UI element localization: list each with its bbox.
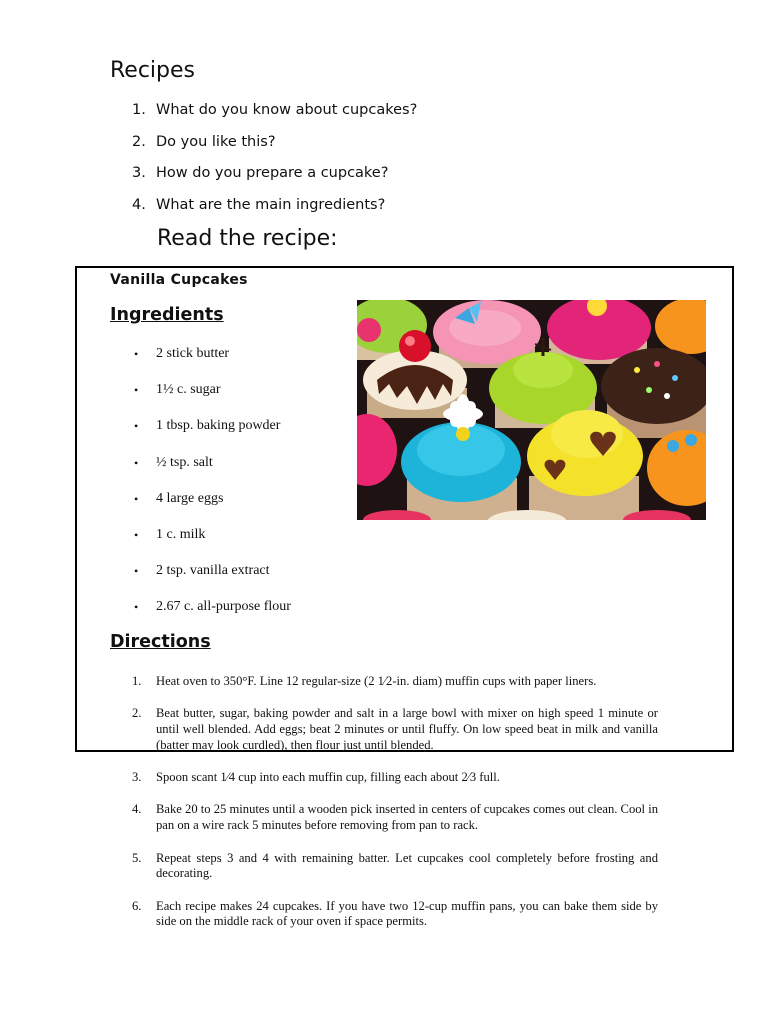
- list-number: 1.: [132, 102, 146, 118]
- list-item: [134, 525, 291, 561]
- list-number: 4.: [132, 802, 142, 817]
- list-item: [110, 802, 658, 834]
- bullet-icon: •: [134, 491, 139, 506]
- recipe-title: Vanilla Cupcakes: [110, 272, 248, 288]
- ingredient-list: [134, 344, 291, 634]
- list-number: 1.: [132, 674, 142, 688]
- directions-list: [110, 674, 658, 947]
- direction-text: Heat oven to 350°F. Line 12 regular-size (2 1⁄2-in. diam) muffin cups with paper liners.: [156, 674, 597, 688]
- list-item: [110, 163, 570, 195]
- list-item: [134, 416, 291, 452]
- question-list: [110, 100, 570, 226]
- list-item: [110, 706, 658, 753]
- list-item: [110, 851, 658, 883]
- list-number: 6.: [132, 898, 142, 913]
- cupcake-bottom-edge: [363, 510, 691, 520]
- cupcakes-illustration: [357, 300, 706, 520]
- list-item: [134, 489, 291, 525]
- list-item: [110, 100, 570, 132]
- bullet-icon: •: [134, 455, 139, 470]
- directions-heading: Directions: [110, 632, 211, 652]
- cupcake-photo: [357, 300, 706, 520]
- list-item: [110, 195, 570, 227]
- ingredient-text: 2.67 c. all-purpose flour: [156, 599, 291, 615]
- ingredient-text: 1 c. milk: [156, 526, 206, 542]
- page-title: Recipes: [110, 58, 196, 83]
- bullet-icon: •: [134, 419, 139, 434]
- list-number: 3.: [132, 165, 146, 182]
- list-item: [110, 674, 658, 690]
- bullet-icon: •: [134, 600, 139, 615]
- bullet-icon: •: [134, 383, 139, 398]
- list-number: 3.: [132, 770, 142, 785]
- question-text: What are the main ingredients?: [156, 196, 386, 213]
- ingredient-text: 2 tsp. vanilla extract: [156, 563, 270, 579]
- ingredient-text: 1 tbsp. baking powder: [156, 418, 281, 434]
- ingredient-text: 1½ c. sugar: [156, 382, 221, 398]
- list-item: [134, 561, 291, 597]
- list-item: [134, 380, 291, 416]
- list-item: [110, 770, 658, 786]
- direction-text: Bake 20 to 25 minutes until a wooden pick inserted in centers of cupcakes comes out clean. Cool in pan on a wire rack 5 minutes before removing from pan to rack.: [156, 802, 658, 833]
- question-text: Do you like this?: [156, 133, 276, 150]
- list-number: 2.: [132, 133, 146, 150]
- list-item: [134, 453, 291, 489]
- direction-text: Beat butter, sugar, baking powder and salt in a large bowl with mixer on high speed 1 minute or until well blended. Add eggs; beat 2 minutes or until fluffy. On low speed beat in milk and vanilla (batter may look curdled), then flour just until blended.: [156, 706, 658, 752]
- ingredient-text: 2 stick butter: [156, 346, 230, 361]
- bullet-icon: •: [134, 347, 139, 361]
- direction-text: Spoon scant 1⁄4 cup into each muffin cup, filling each about 2⁄3 full.: [156, 770, 500, 785]
- list-item: [110, 132, 570, 164]
- bullet-icon: •: [134, 564, 139, 579]
- list-number: 4.: [132, 196, 146, 213]
- ingredient-text: 4 large eggs: [156, 490, 224, 506]
- list-number: 5.: [132, 850, 142, 865]
- read-recipe-heading: Read the recipe:: [157, 226, 338, 251]
- question-text: How do you prepare a cupcake?: [156, 165, 389, 182]
- direction-text: Repeat steps 3 and 4 with remaining batter. Let cupcakes cool completely before frosting and decorating.: [156, 850, 658, 881]
- ingredient-text: ½ tsp. salt: [156, 454, 213, 470]
- list-number: 2.: [132, 706, 142, 721]
- direction-text: Each recipe makes 24 cupcakes. If you have two 12-cup muffin pans, you can bake them side by side on the middle rack of your oven if space permits.: [156, 898, 658, 929]
- list-item: [134, 597, 291, 633]
- bullet-icon: •: [134, 527, 139, 542]
- list-item: [134, 344, 291, 380]
- ingredients-heading: Ingredients: [110, 305, 224, 325]
- question-text: What do you know about cupcakes?: [156, 102, 418, 118]
- list-item: [110, 899, 658, 931]
